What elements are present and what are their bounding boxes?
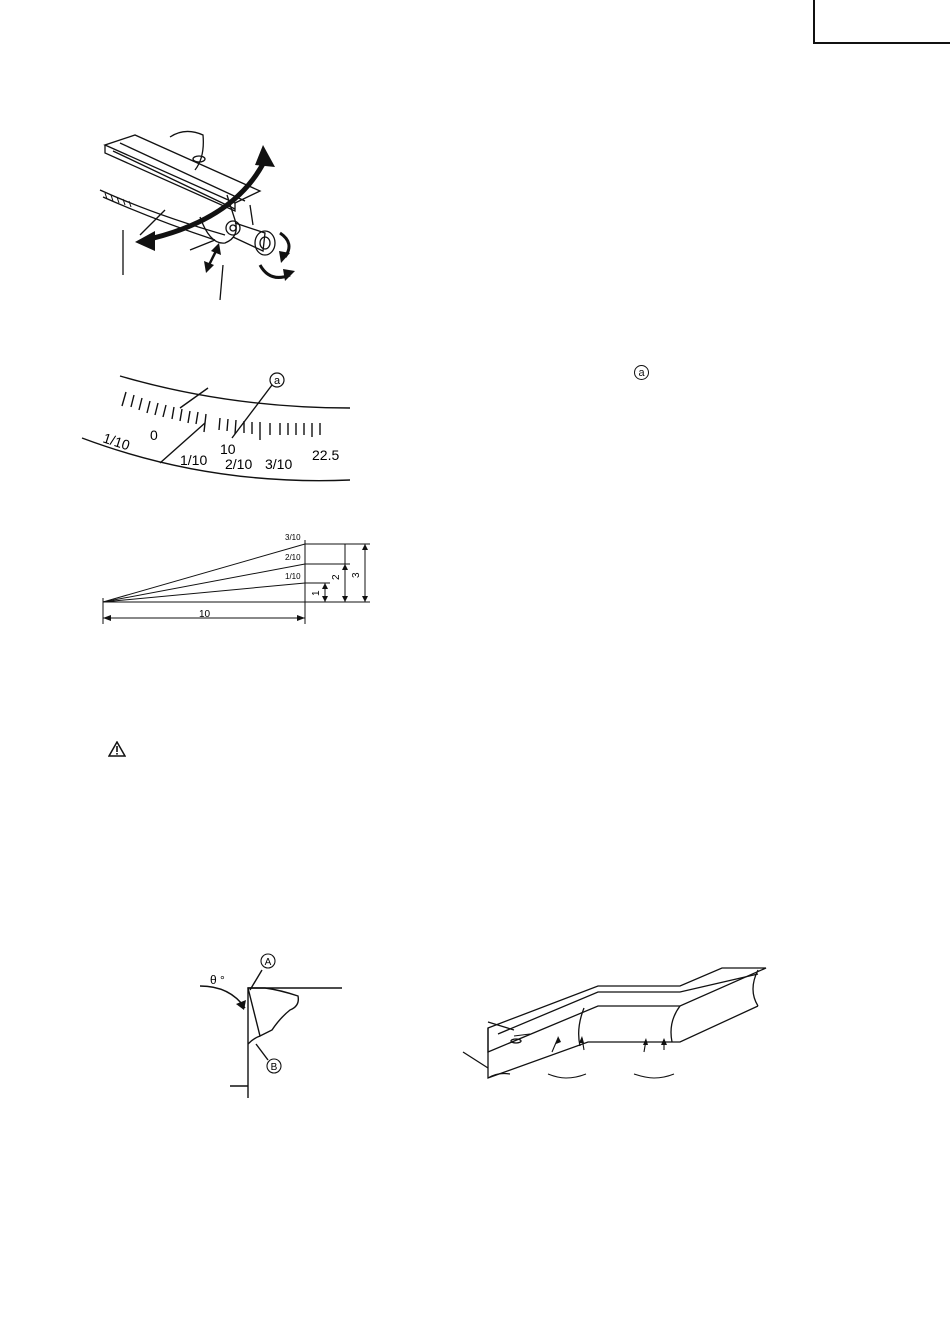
callout-B: B [270, 1062, 278, 1073]
scale-tick-label: 1/10 [180, 452, 208, 468]
scale-tick-label: 10 [220, 441, 236, 457]
fraction-label: 2/10 [285, 553, 301, 562]
molding-workpiece-figure [458, 960, 778, 1090]
fraction-label: 1/10 [285, 572, 301, 581]
scale-tick-label: 2/10 [225, 456, 253, 472]
saw-table-illustration [95, 125, 315, 310]
callout-a-marker: a [634, 365, 649, 380]
angle-label: θ ° [210, 973, 225, 987]
callout-A: A [264, 957, 272, 968]
height-label: 3 [351, 572, 362, 578]
scale-tick-label: 22.5 [312, 447, 340, 463]
warning-triangle-icon [108, 741, 126, 757]
base-label: 10 [199, 609, 211, 620]
page-tab-box [813, 0, 950, 44]
height-label: 2 [331, 574, 342, 580]
crown-molding-angle-figure [190, 948, 350, 1103]
scale-tick-label: 0 [150, 427, 158, 443]
scale-tick-label: 1/10 [101, 429, 132, 454]
scale-callout-a: a [273, 375, 281, 387]
vernier-scale-figure [80, 368, 360, 488]
taper-geometry-figure [95, 528, 385, 628]
fraction-label: 3/10 [285, 533, 301, 542]
height-label: 1 [311, 590, 322, 596]
scale-tick-label: 3/10 [265, 456, 293, 472]
